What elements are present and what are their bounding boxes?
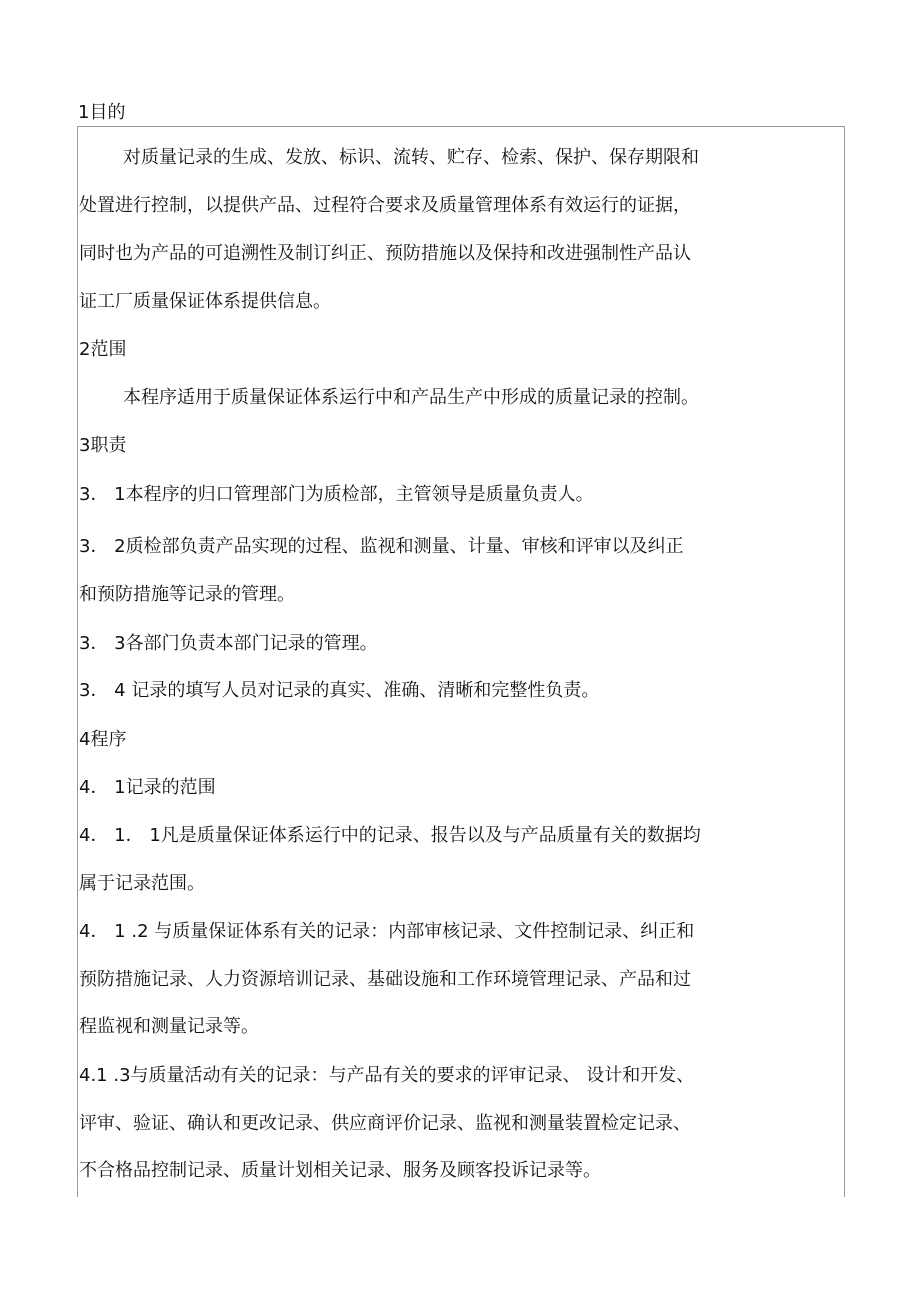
procedure-4-1-3-line-1: 4.1 .3与质量活动有关的记录：与产品有关的要求的评审记录、 设计和开发、: [79, 1065, 695, 1086]
procedure-4-1-3-line-3: 不合格品控制记录、质量计划相关记录、服务及顾客投诉记录等。: [79, 1160, 601, 1181]
scope-text: 本程序适用于质量保证体系运行中和产品生产中形成的质量记录的控制。: [123, 387, 699, 408]
section-heading-responsibility: 3职责: [79, 435, 127, 456]
section-heading-scope: 2范围: [79, 339, 127, 360]
procedure-4-1-2-line-3: 程监视和测量记录等。: [79, 1016, 259, 1037]
section-heading-procedure: 4程序: [79, 729, 127, 750]
responsibility-item-2-line-1: 3． 2质检部负责产品实现的过程、监视和测量、计量、审核和评审以及纠正: [79, 536, 684, 557]
procedure-4-1-3-line-2: 评审、验证、确认和更改记录、供应商评价记录、监视和测量装置检定记录、: [79, 1113, 691, 1134]
procedure-4-1: 4． 1记录的范围: [79, 777, 216, 798]
procedure-4-1-2-line-1: 4． 1 .2 与质量保证体系有关的记录：内部审核记录、文件控制记录、纠正和: [79, 921, 695, 942]
responsibility-item-3: 3． 3各部门负责本部门记录的管理。: [79, 633, 378, 654]
section-heading-purpose: 1目的: [78, 102, 126, 123]
procedure-4-1-2-line-2: 预防措施记录、人力资源培训记录、基础设施和工作环境管理记录、产品和过: [79, 969, 691, 990]
responsibility-item-1: 3． 1本程序的归口管理部门为质检部，主管领导是质量负责人。: [79, 484, 594, 505]
procedure-4-1-1-line-2: 属于记录范围。: [79, 873, 205, 894]
responsibility-item-4: 3． 4 记录的填写人员对记录的真实、准确、清晰和完整性负责。: [79, 680, 600, 701]
procedure-4-1-1-line-1: 4． 1． 1凡是质量保证体系运行中的记录、报告以及与产品质量有关的数据均: [79, 825, 701, 846]
purpose-line-3: 同时也为产品的可追溯性及制订纠正、预防措施以及保持和改进强制性产品认: [79, 243, 691, 264]
purpose-line-4: 证工厂质量保证体系提供信息。: [79, 291, 331, 312]
responsibility-item-2-line-2: 和预防措施等记录的管理。: [79, 584, 295, 605]
purpose-line-2: 处置进行控制，以提供产品、过程符合要求及质量管理体系有效运行的证据，: [79, 195, 691, 216]
purpose-line-1: 对质量记录的生成、发放、标识、流转、贮存、检索、保护、保存期限和: [123, 147, 699, 168]
